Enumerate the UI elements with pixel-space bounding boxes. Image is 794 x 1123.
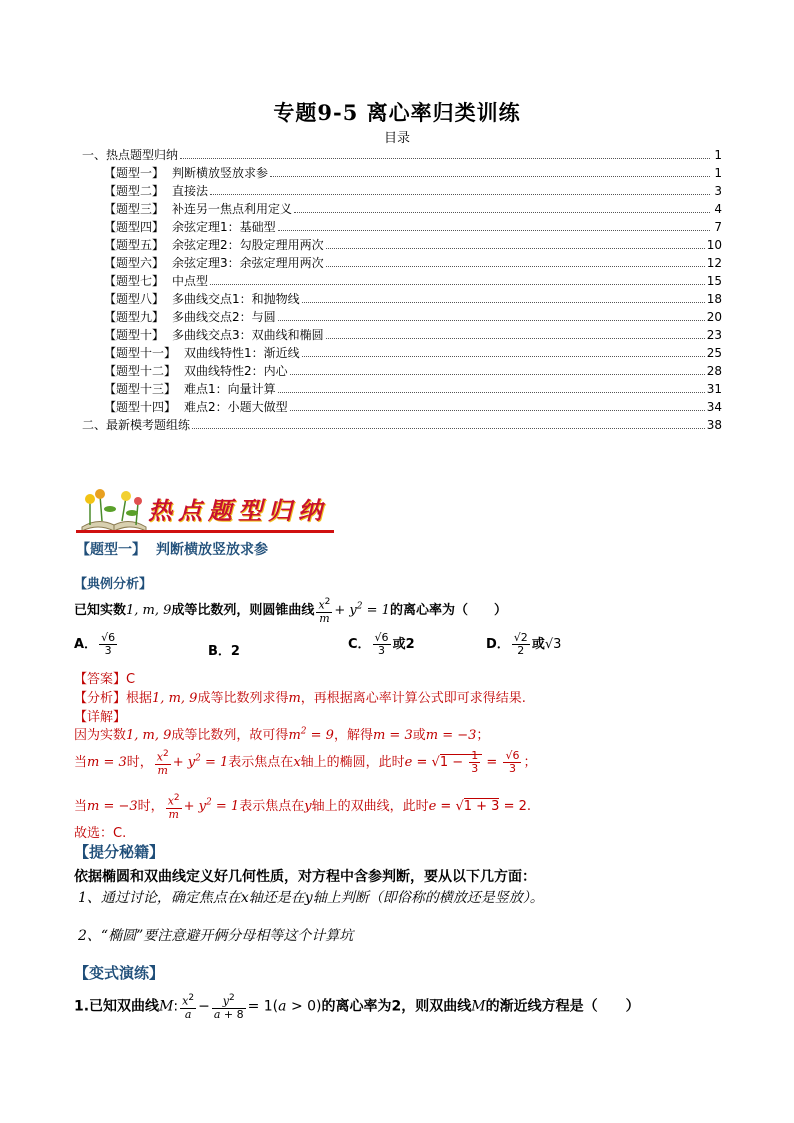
toc-entry[interactable]: 【题型十二】 双曲线特性2：内心 28 xyxy=(104,364,722,378)
page-title: 专题9-5 离心率归类训练 xyxy=(273,100,521,125)
section-banner-title: 热点题型归纳 xyxy=(148,496,328,525)
exercise-question-1[interactable]: 1.已知双曲线M: $\frac{x^2}{a}$ − $\frac{y^2}{a + 8}$ = 1(a > 0)的离心率为2，则双曲线M的渐近线方程是（ ） xyxy=(74,993,640,1021)
option-d[interactable]: D． $\frac{√2}{2}$ 或√3 xyxy=(486,631,562,657)
answer-line: 【答案】C xyxy=(74,672,136,687)
summary-item: 2、“椭圆”要注意避开俩分母相等这个计算坑 xyxy=(78,928,354,944)
choose-line: 故选：C. xyxy=(74,826,127,841)
toc-entry[interactable]: 【题型二】 直接法 3 xyxy=(104,184,722,198)
detail-line-1: 因为实数1, m, 9成等比数列，故可得$m^2 = 9$，解得m = 3或m = −3； xyxy=(74,726,490,743)
toc-entry[interactable]: 【题型三】 补连另一焦点利用定义 4 xyxy=(104,202,722,216)
detail-line-3: 当m = −3时， $\frac{x^2}{m}$ + $y^2 = 1$表示焦点在y轴上的双曲线，此时e = √1 + 3 = 2. xyxy=(74,793,532,821)
summary-item: 1、通过讨论，确定焦点在x轴还是在y轴上判断（即俗称的横放还是竖放）。 xyxy=(78,890,544,906)
tips-label: 【提分秘籍】 xyxy=(74,843,165,861)
analysis-line: 【分析】根据1, m, 9成等比数列求得m，再根据离心率计算公式即可求得结果. xyxy=(74,691,526,706)
toc-entry[interactable]: 【题型十三】 难点1：向量计算 31 xyxy=(104,382,722,396)
toc-entry[interactable] xyxy=(74,146,722,164)
toc-entry[interactable]: 二、最新模考题组练 38 xyxy=(82,418,722,432)
toc-entry[interactable]: 【题型十四】 难点2：小题大做型 34 xyxy=(104,400,722,414)
toc-entry[interactable]: 【题型四】 余弦定理1：基础型 7 xyxy=(104,220,722,234)
toc-entry[interactable]: 【题型八】 多曲线交点1：和抛物线 18 xyxy=(104,292,722,306)
detail-line-2: 当m = 3时， $\frac{x^2}{m}$ + $y^2 = 1$表示焦点在x轴上的椭圆，此时e = √1 − $\frac{1}{3}$ = $\frac{√6}{3}$ ； xyxy=(74,748,537,777)
example-analysis-label: 【典例分析】 xyxy=(74,577,153,592)
toc-page-number: 1 xyxy=(714,148,722,162)
option-b[interactable]: B．2 xyxy=(208,644,240,659)
toc-entry[interactable]: 【题型五】 余弦定理2：勾股定理用两次 10 xyxy=(104,238,722,252)
exercise-label: 【变式演练】 xyxy=(74,964,165,982)
detail-label: 【详解】 xyxy=(74,710,127,725)
toc-entry[interactable]: 【题型十】 多曲线交点3：双曲线和椭圆 23 xyxy=(104,328,722,342)
toc-entry[interactable]: 【题型七】 中点型 15 xyxy=(104,274,722,288)
toc-entry[interactable]: 【题型十一】 双曲线特性1：渐近线 25 xyxy=(104,346,722,360)
table-of-contents xyxy=(74,146,722,434)
banner-underline xyxy=(76,530,334,533)
summary-intro: 依据椭圆和双曲线定义好几何性质，对方程中含参判断，要从以下几方面： xyxy=(74,869,536,885)
toc-entry[interactable]: 【题型九】 多曲线交点2：与圆 20 xyxy=(104,310,722,324)
toc-entry[interactable]: 【题型一】 判断横放竖放求参 1 xyxy=(104,166,722,180)
toc-leader xyxy=(180,147,710,159)
type-heading: 【题型一】 判断横放竖放求参 xyxy=(76,542,268,558)
option-a[interactable]: A． $\frac{√6}{3}$ xyxy=(74,631,116,657)
answer-value: C xyxy=(126,672,136,687)
option-c[interactable]: C． $\frac{√6}{3}$ 或2 xyxy=(348,631,415,657)
toc-entry-text: 一、热点题型归纳 xyxy=(82,148,179,162)
toc-entry[interactable]: 【题型六】 余弦定理3：余弦定理用两次 12 xyxy=(104,256,722,270)
toc-heading: 目录 xyxy=(383,131,410,146)
problem-statement: 已知实数1, m, 9成等比数列，则圆锥曲线 $\frac{x^2}{m}$ + $y^2 = 1$的离心率为（ ） xyxy=(74,597,507,625)
